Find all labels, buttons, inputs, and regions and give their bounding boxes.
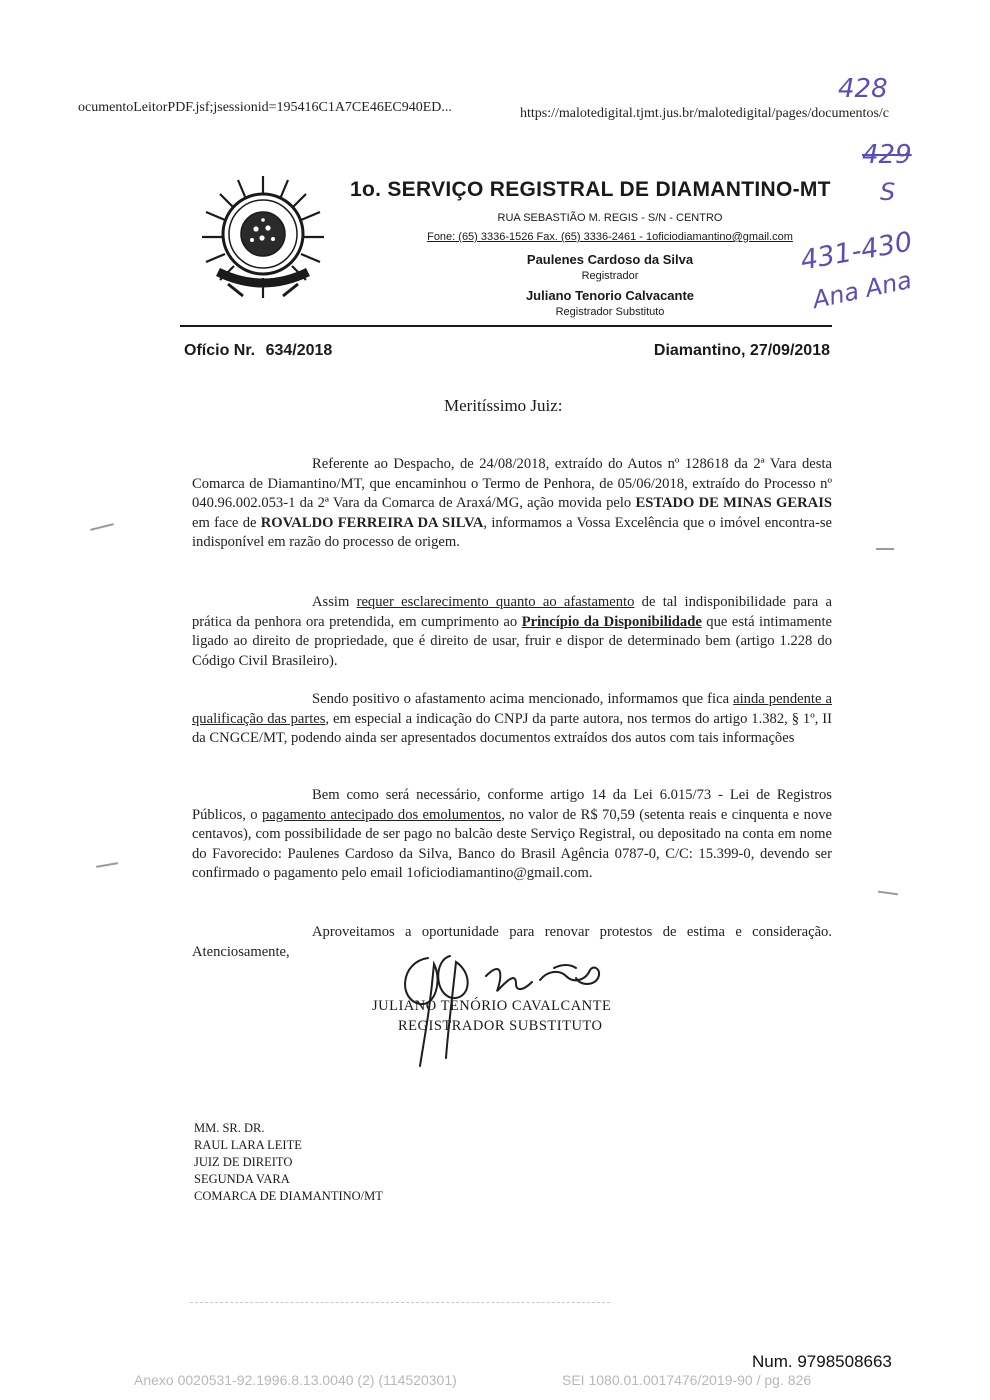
place-date: Diamantino, 27/09/2018 xyxy=(653,342,830,359)
scan-mark xyxy=(876,548,894,550)
signatory-name: JULIANO TENÓRIO CAVALCANTE xyxy=(372,998,612,1014)
addressee-line: JUIZ DE DIREITO xyxy=(194,1155,293,1169)
signatory-role: REGISTRADOR SUBSTITUTO xyxy=(398,1018,603,1034)
addressee-block xyxy=(194,1120,383,1205)
handwritten-page-428: 428 xyxy=(838,74,888,104)
p4-text-a: Bem como será necessário, conforme artigo 14 da Lei 6.015/73 - Lei de Registros Públicos, o xyxy=(192,787,832,823)
p3-underlined: ainda pendente a qualificação das partes xyxy=(192,691,832,727)
handwritten-page-429: 429 xyxy=(862,140,912,170)
handwritten-page-429-sub: S xyxy=(880,178,896,206)
paragraph-2 xyxy=(192,593,832,671)
p1-bold-defendant: ROVALDO FERREIRA DA SILVA xyxy=(260,514,484,531)
p1-text-d: , informamos a Vossa Excelência que o imóvel encontra-se indisponível em razão do processo de origem. xyxy=(192,514,832,550)
footer-sei: SEI 1080.01.0017476/2019-90 / pg. 826 xyxy=(562,1372,812,1388)
footer-anexo: Anexo 0020531-92.1996.8.13.0040 (2) (114520301) xyxy=(134,1372,457,1388)
addressee-line: COMARCA DE DIAMANTINO/MT xyxy=(194,1189,383,1203)
scan-mark xyxy=(96,862,118,867)
salutation: Meritíssimo Juiz: xyxy=(444,396,563,415)
handwritten-initials: Ana Ana xyxy=(810,265,915,315)
p4-underlined: pagamento antecipado dos emolumentos xyxy=(261,806,502,823)
paragraph-3 xyxy=(192,690,832,749)
letterhead-contact: Fone: (65) 3336-1526 Fax. (65) 3336-2461 - 1oficiodiamantino@gmail.com xyxy=(427,231,793,243)
paragraph-1 xyxy=(192,455,832,553)
document-number: Num. 9798508663 xyxy=(752,1352,892,1371)
substitute-name: Juliano Tenorio Calvacante xyxy=(525,288,695,303)
p3-text-a: Sendo positivo o afastamento acima mencionado, informamos que fica xyxy=(312,691,734,707)
p2-bold-principle: Princípio da Disponibilidade xyxy=(521,613,702,630)
p2-text-b: de tal indisponibilidade para a prática da penhora ora pretendida, em cumprimento ao xyxy=(192,594,833,630)
p3-text-b: , em especial a indicação do CNPJ da parte autora, nos termos do artigo 1.382, § 1º, II da CNGCE/MT, podendo ainda ser apresentados documentos extraídos dos autos com tais informações xyxy=(192,710,832,746)
oficio-number: 634/2018 xyxy=(265,342,333,359)
registrar-name: Paulenes Cardoso da Silva xyxy=(526,252,694,267)
print-header-left: ocumentoLeitorPDF.jsf;jsessionid=195416C1A7CE46EC940ED... xyxy=(78,100,452,115)
oficio-label: Ofício Nr. xyxy=(184,342,256,359)
letterhead-title: 1o. SERVIÇO REGISTRAL DE DIAMANTINO-MT xyxy=(350,178,831,201)
registrar-role: Registrador xyxy=(581,270,639,282)
addressee-line: SEGUNDA VARA xyxy=(194,1172,290,1186)
scan-mark xyxy=(90,523,114,530)
header-rule xyxy=(180,325,832,327)
addressee-line: MM. SR. DR. xyxy=(194,1121,265,1135)
coat-of-arms-emblem xyxy=(198,172,328,302)
p2-text-c: que está intimamente ligado ao direito de propriedade, que é direito de usar, fruir e dispor de determinado bem (artigo 1.228 do Código Civil Brasileiro). xyxy=(192,613,832,669)
scan-dashed-line xyxy=(190,1302,610,1303)
paragraph-4 xyxy=(192,786,832,884)
substitute-role: Registrador Substituto xyxy=(555,306,665,318)
oficio-line xyxy=(184,342,332,360)
p2-text-a: Assim xyxy=(312,594,357,610)
p1-bold-plaintiff: ESTADO DE MINAS GERAIS xyxy=(635,495,832,511)
addressee-line: RAUL LARA LEITE xyxy=(194,1138,302,1152)
paragraph-5: Aproveitamos a oportunidade para renovar protestos de estima e consideração. Atenciosamente, xyxy=(192,924,832,960)
scan-mark xyxy=(878,891,898,895)
p1-text-a: Referente ao Despacho, de 24/08/2018, extraído do Autos nº 128618 da 2ª Vara desta Comarca de Diamantino/MT, que encaminhou o Termo de Penhora, de 05/06/2018, extraído do Processo nº 040.96.002.053-1 da 2ª Vara da Comarca de Araxá/MG, ação movida pelo xyxy=(192,456,832,511)
p2-underlined: requer esclarecimento quanto ao afastamento xyxy=(356,594,635,610)
letterhead-address: RUA SEBASTIÃO M. REGIS - S/N - CENTRO xyxy=(497,212,723,224)
print-header-url: https://malotedigital.tjmt.jus.br/malotedigital/pages/documentos/c xyxy=(520,106,889,121)
p1-text-c: em face de xyxy=(192,514,261,531)
p4-text-b: , no valor de R$ 70,59 (setenta reais e cinquenta e nove centavos), com possibilidade de ser pago no balcão deste Serviço Registral, ou depositado na conta em nome do Favorecido: Paulenes Cardoso da Silva, Banco do Brasil Agência 0787-0, C/C: 15.399-0, devendo ser confirmado o pagamento pelo email 1oficiodiamantino@gmail.com. xyxy=(192,806,833,881)
handwritten-pages-range: 431-430 xyxy=(798,226,915,277)
